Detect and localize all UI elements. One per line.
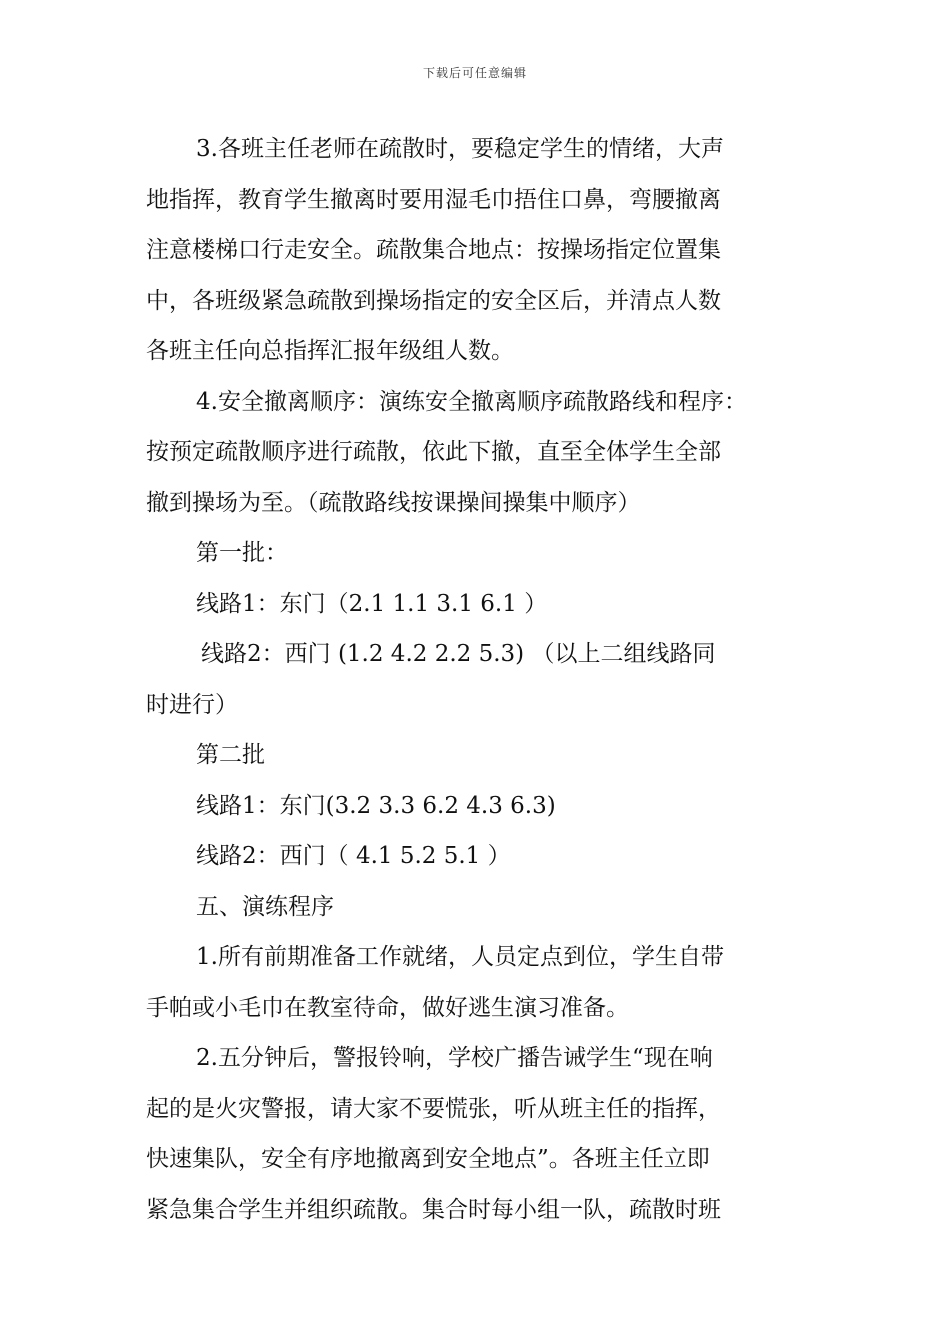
text-line: 线路2：西门（ 4.1 5.2 5.1 ）	[196, 843, 511, 869]
text-line: 时进行）	[146, 691, 238, 718]
text-line: 地指挥，教育学生撤离时要用湿毛巾捂住口鼻，弯腰撤离	[146, 186, 721, 213]
text-line: 撤到操场为至。（疏散路线按课操间操集中顺序）	[146, 489, 641, 516]
document-body	[146, 124, 816, 1235]
text-line: 手帕或小毛巾在教室待命，做好逃生演习准备。	[146, 994, 629, 1021]
text-line: 按预定疏散顺序进行疏散，依此下撤，直至全体学生全部	[146, 439, 721, 465]
text-line: 快速集队，安全有序地撤离到安全地点”。各班主任立即	[146, 1146, 710, 1172]
text-line: 3.各班主任老师在疏散时，要稳定学生的情绪，大声	[196, 136, 724, 162]
text-line: 线路2：西门 (1.2 4.2 2.2 5.3) （以上二组线路同	[201, 641, 716, 667]
page-header: 下载后可任意编辑	[422, 66, 527, 80]
text-line: 第一批：	[196, 540, 288, 566]
text-line: 注意楼梯口行走安全。疏散集合地点：按操场指定位置集	[146, 237, 721, 263]
text-line: 紧急集合学生并组织疏散。集合时每小组一队，疏散时班	[146, 1196, 721, 1223]
text-line: 2.五分钟后，警报铃响，学校广播告诫学生“现在响	[196, 1045, 713, 1071]
text-line: 中，各班级紧急疏散到操场指定的安全区后，并清点人数	[146, 287, 721, 314]
text-line: 各班主任向总指挥汇报年级组人数。	[146, 338, 514, 364]
text-line: 起的是火灾警报，请大家不要慌张，听从班主任的指挥，	[146, 1095, 721, 1122]
text-line: 线路1：东门(3.2 3.3 6.2 4.3 6.3)	[196, 792, 556, 819]
text-line: 线路1：东门（2.1 1.1 3.1 6.1 ）	[196, 590, 548, 617]
text-line: 1.所有前期准备工作就绪，人员定点到位，学生自带	[196, 944, 724, 970]
text-line: 第二批	[196, 742, 265, 768]
text-line: 4.安全撤离顺序：演练安全撤离顺序疏散路线和程序：	[196, 388, 747, 415]
section-heading: 五、演练程序	[196, 893, 334, 920]
